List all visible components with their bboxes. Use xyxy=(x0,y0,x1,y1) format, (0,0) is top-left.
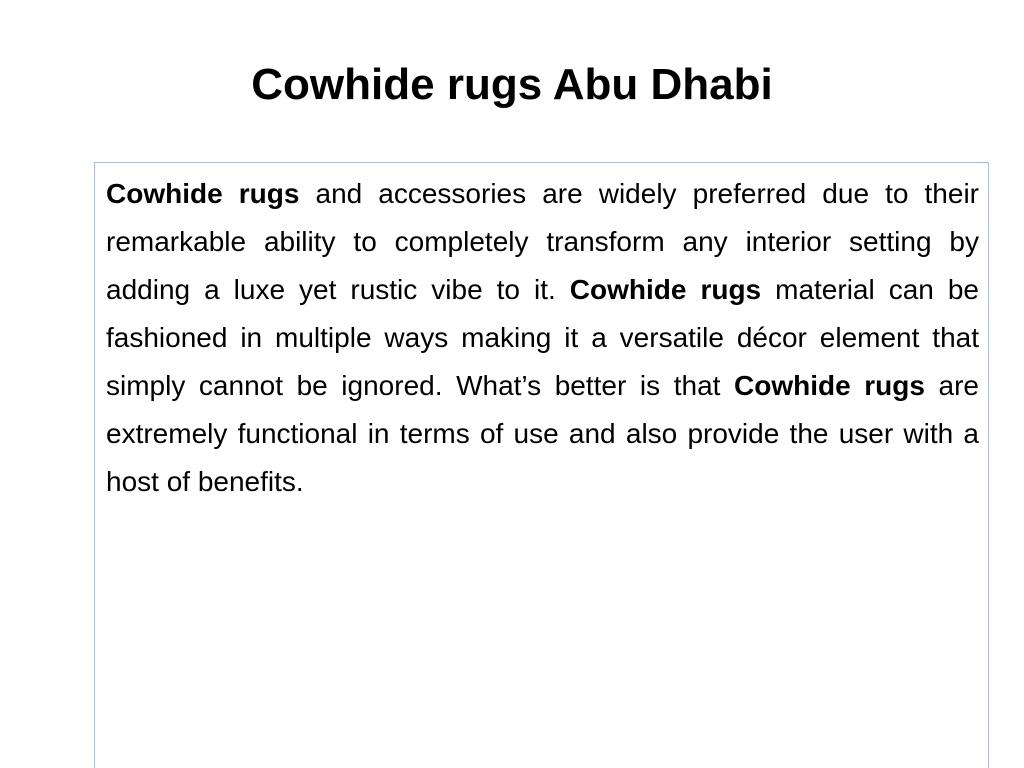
bold-keyword: Cowhide rugs xyxy=(569,274,762,305)
paragraph-text: and accessories are widely preferred due to their remarkable ability to completely transform any interior setting by adding a luxe yet rustic vibe to it. xyxy=(106,178,979,305)
body-paragraph xyxy=(106,170,979,506)
paragraph-text: are extremely functional in terms of use and also provide the user with a host of benefits. xyxy=(106,370,980,497)
bold-keyword: Cowhide rugs xyxy=(734,370,925,401)
content-text-box xyxy=(94,162,989,768)
slide-title: Cowhide rugs Abu Dhabi xyxy=(251,60,773,109)
paragraph-text: material can be fashioned in multiple ways making it a versatile décor element that simply cannot be ignored. What’s better is that xyxy=(106,274,980,401)
bold-keyword: Cowhide rugs xyxy=(106,178,300,209)
